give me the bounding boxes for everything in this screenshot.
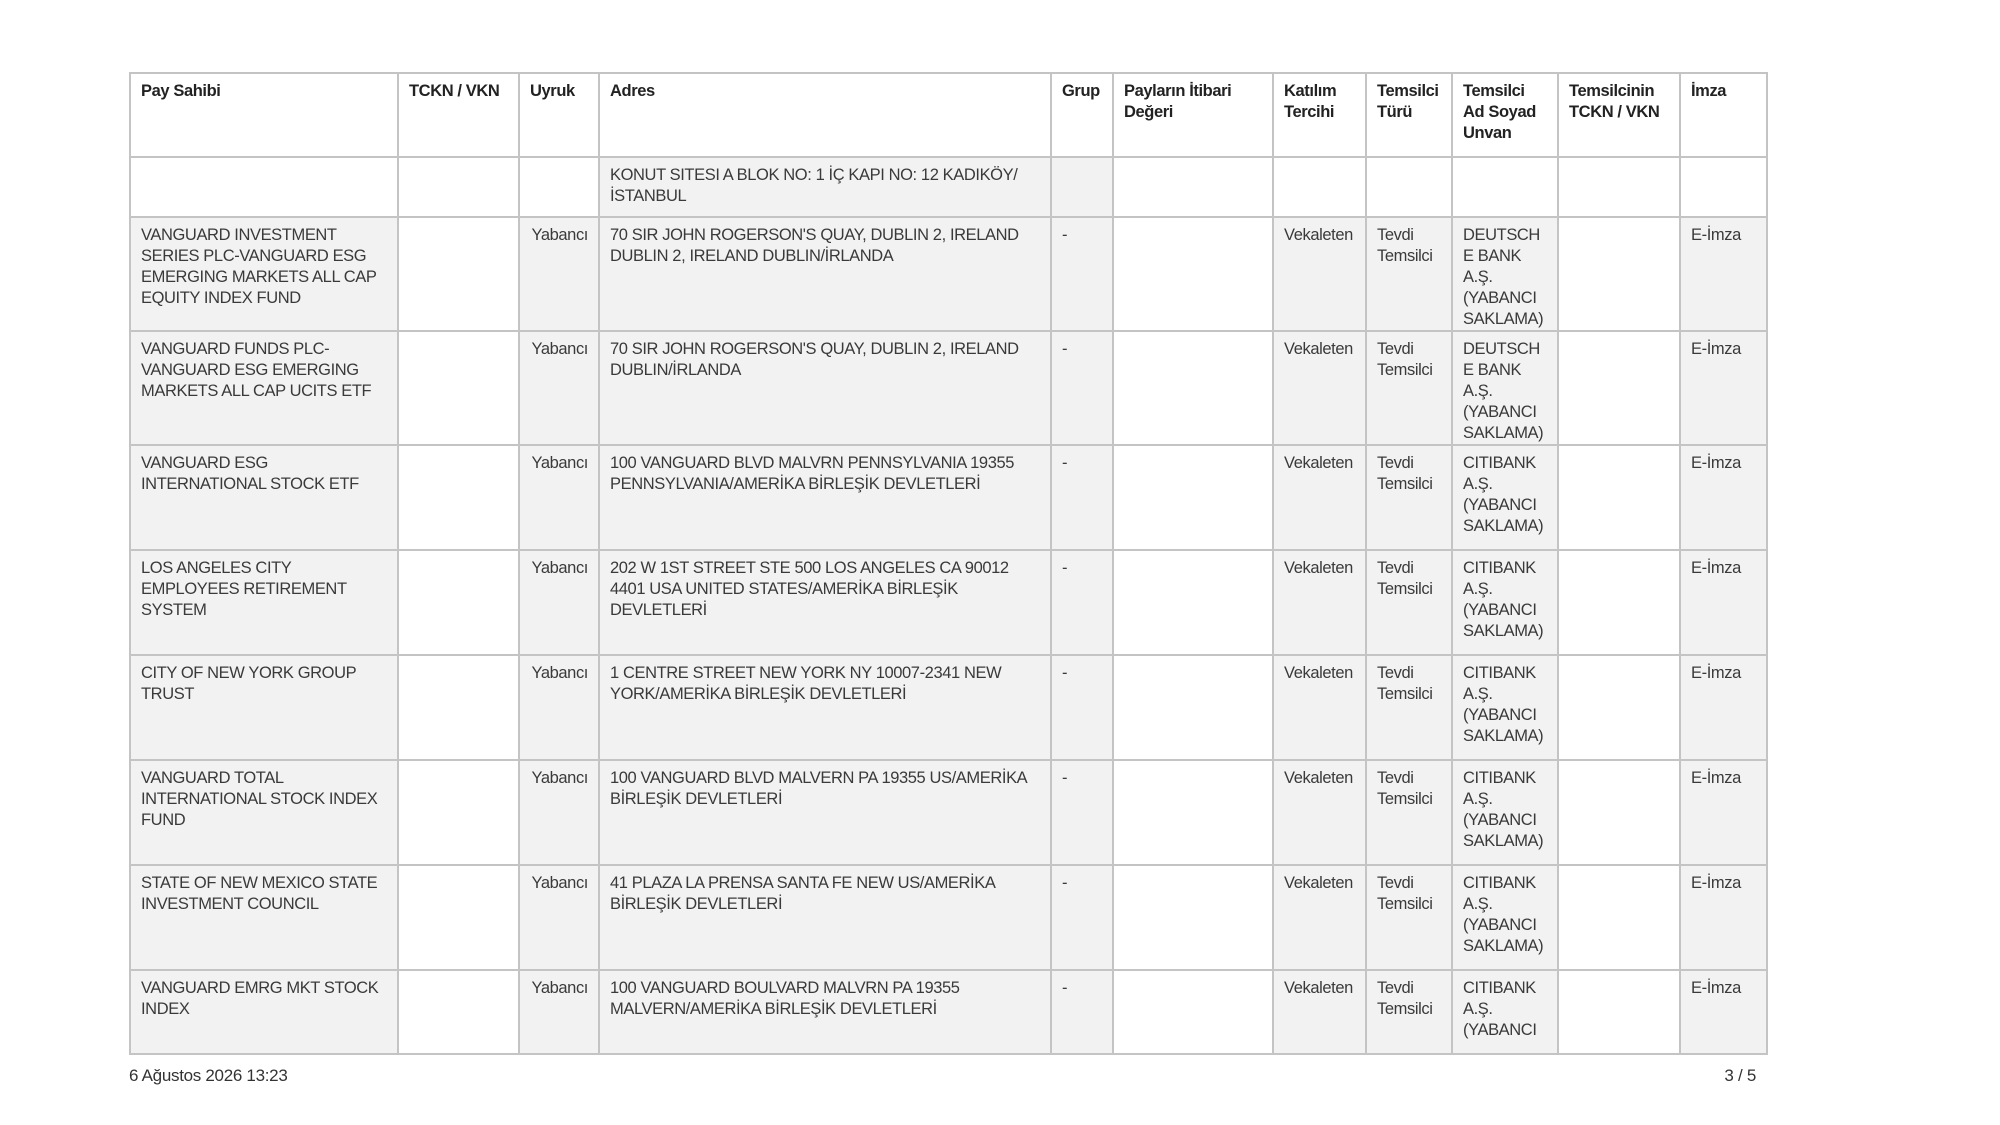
cell-rep-name: DEUTSCHE BANK A.Ş. (YABANCI SAKLAMA) [1452, 217, 1558, 331]
cell-participation: Vekaleten [1273, 217, 1366, 331]
header-pay-sahibi: Pay Sahibi [130, 73, 398, 157]
cell-tckn [398, 445, 519, 550]
cell-participation: Vekaleten [1273, 970, 1366, 1054]
cell-rep-tckn [1558, 217, 1680, 331]
table-row [130, 655, 1767, 760]
cell-tckn [398, 760, 519, 865]
cell-rep-name: CITIBANK A.Ş. (YABANCI SAKLAMA) [1452, 445, 1558, 550]
cell-nationality: Yabancı [519, 445, 599, 550]
cell-tckn [398, 865, 519, 970]
cell-address: 41 PLAZA LA PRENSA SANTA FE NEW US/AMERİKA BİRLEŞİK DEVLETLERİ [599, 865, 1051, 970]
cell-nationality [519, 157, 599, 217]
cell-holder: VANGUARD FUNDS PLC-VANGUARD ESG EMERGING MARKETS ALL CAP UCITS ETF [130, 331, 398, 445]
footer-date: 6 Ağustos 2026 13:23 [129, 1066, 288, 1085]
cell-nationality: Yabancı [519, 331, 599, 445]
cell-nominal-value [1113, 655, 1273, 760]
cell-nationality: Yabancı [519, 970, 599, 1054]
cell-signature: E-İmza [1680, 331, 1767, 445]
cell-rep-tckn [1558, 157, 1680, 217]
cell-holder: VANGUARD INVESTMENT SERIES PLC-VANGUARD ESG EMERGING MARKETS ALL CAP EQUITY INDEX FUND [130, 217, 398, 331]
cell-rep-name: CITIBANK A.Ş. (YABANCI SAKLAMA) [1452, 865, 1558, 970]
header-temsilci-turu: Temsilci Türü [1366, 73, 1452, 157]
cell-holder: CITY OF NEW YORK GROUP TRUST [130, 655, 398, 760]
cell-nominal-value [1113, 760, 1273, 865]
cell-rep-name: DEUTSCHE BANK A.Ş. (YABANCI SAKLAMA) [1452, 331, 1558, 445]
cell-group: - [1051, 970, 1113, 1054]
cell-rep-type [1366, 157, 1452, 217]
cell-rep-tckn [1558, 970, 1680, 1054]
cell-nationality: Yabancı [519, 865, 599, 970]
cell-signature: E-İmza [1680, 445, 1767, 550]
cell-signature: E-İmza [1680, 217, 1767, 331]
cell-rep-name: CITIBANK A.Ş. (YABANCI [1452, 970, 1558, 1054]
cell-group: - [1051, 865, 1113, 970]
header-temsilci-unvan: Temsilci Ad Soyad Unvan [1452, 73, 1558, 157]
table-row [130, 760, 1767, 865]
cell-signature: E-İmza [1680, 550, 1767, 655]
cell-address: 70 SIR JOHN ROGERSON'S QUAY, DUBLIN 2, IRELAND DUBLIN 2, IRELAND DUBLIN/İRLANDA [599, 217, 1051, 331]
cell-rep-type: Tevdi Temsilci [1366, 655, 1452, 760]
cell-group: - [1051, 445, 1113, 550]
table-row [130, 550, 1767, 655]
cell-rep-name: CITIBANK A.Ş. (YABANCI SAKLAMA) [1452, 760, 1558, 865]
cell-rep-type: Tevdi Temsilci [1366, 970, 1452, 1054]
table-row [130, 331, 1767, 445]
cell-rep-type: Tevdi Temsilci [1366, 445, 1452, 550]
cell-tckn [398, 655, 519, 760]
cell-signature: E-İmza [1680, 655, 1767, 760]
header-katilim-tercihi: Katılım Tercihi [1273, 73, 1366, 157]
cell-tckn [398, 217, 519, 331]
header-uyruk: Uyruk [519, 73, 599, 157]
cell-address: 100 VANGUARD BLVD MALVERN PA 19355 US/AMERİKA BİRLEŞİK DEVLETLERİ [599, 760, 1051, 865]
header-adres: Adres [599, 73, 1051, 157]
header-tckn-vkn: TCKN / VKN [398, 73, 519, 157]
header-itibari-deger: Payların İtibari Değeri [1113, 73, 1273, 157]
cell-nominal-value [1113, 217, 1273, 331]
cell-signature [1680, 157, 1767, 217]
table-row [130, 445, 1767, 550]
footer-page-number: 3 / 5 [1724, 1066, 1756, 1085]
cell-group: - [1051, 331, 1113, 445]
cell-rep-name [1452, 157, 1558, 217]
cell-rep-type: Tevdi Temsilci [1366, 760, 1452, 865]
header-imza: İmza [1680, 73, 1767, 157]
table-header-row [130, 73, 1767, 157]
cell-rep-tckn [1558, 445, 1680, 550]
cell-group [1051, 157, 1113, 217]
cell-signature: E-İmza [1680, 760, 1767, 865]
cell-group: - [1051, 760, 1113, 865]
cell-rep-tckn [1558, 655, 1680, 760]
header-temsilci-tckn: Temsilcinin TCKN / VKN [1558, 73, 1680, 157]
cell-participation: Vekaleten [1273, 760, 1366, 865]
cell-group: - [1051, 550, 1113, 655]
cell-address: 202 W 1ST STREET STE 500 LOS ANGELES CA 90012 4401 USA UNITED STATES/AMERİKA BİRLEŞİK DEVLETLERİ [599, 550, 1051, 655]
cell-participation: Vekaleten [1273, 550, 1366, 655]
cell-tckn [398, 331, 519, 445]
cell-rep-type: Tevdi Temsilci [1366, 865, 1452, 970]
cell-participation: Vekaleten [1273, 445, 1366, 550]
cell-address: 1 CENTRE STREET NEW YORK NY 10007-2341 NEW YORK/AMERİKA BİRLEŞİK DEVLETLERİ [599, 655, 1051, 760]
cell-rep-tckn [1558, 760, 1680, 865]
cell-holder: VANGUARD EMRG MKT STOCK INDEX [130, 970, 398, 1054]
cell-rep-name: CITIBANK A.Ş. (YABANCI SAKLAMA) [1452, 655, 1558, 760]
cell-rep-type: Tevdi Temsilci [1366, 331, 1452, 445]
cell-signature: E-İmza [1680, 970, 1767, 1054]
cell-rep-name: CITIBANK A.Ş. (YABANCI SAKLAMA) [1452, 550, 1558, 655]
cell-holder: STATE OF NEW MEXICO STATE INVESTMENT COUNCIL [130, 865, 398, 970]
cell-nominal-value [1113, 445, 1273, 550]
cell-participation [1273, 157, 1366, 217]
cell-tckn [398, 550, 519, 655]
cell-nominal-value [1113, 331, 1273, 445]
cell-group: - [1051, 655, 1113, 760]
cell-group: - [1051, 217, 1113, 331]
cell-rep-tckn [1558, 865, 1680, 970]
cell-nationality: Yabancı [519, 217, 599, 331]
cell-nominal-value [1113, 157, 1273, 217]
cell-nominal-value [1113, 865, 1273, 970]
cell-holder: VANGUARD TOTAL INTERNATIONAL STOCK INDEX FUND [130, 760, 398, 865]
cell-participation: Vekaleten [1273, 331, 1366, 445]
cell-rep-tckn [1558, 331, 1680, 445]
cell-address: KONUT SITESI A BLOK NO: 1 İÇ KAPI NO: 12 KADIKÖY/İSTANBUL [599, 157, 1051, 217]
header-grup: Grup [1051, 73, 1113, 157]
cell-nominal-value [1113, 970, 1273, 1054]
cell-holder: VANGUARD ESG INTERNATIONAL STOCK ETF [130, 445, 398, 550]
cell-rep-type: Tevdi Temsilci [1366, 550, 1452, 655]
cell-holder [130, 157, 398, 217]
cell-holder: LOS ANGELES CITY EMPLOYEES RETIREMENT SYSTEM [130, 550, 398, 655]
table-row [130, 865, 1767, 970]
cell-rep-tckn [1558, 550, 1680, 655]
table-row [130, 217, 1767, 331]
cell-signature: E-İmza [1680, 865, 1767, 970]
shareholder-table [129, 72, 1768, 1055]
cell-nationality: Yabancı [519, 550, 599, 655]
cell-tckn [398, 157, 519, 217]
cell-address: 100 VANGUARD BOULVARD MALVRN PA 19355 MALVERN/AMERİKA BİRLEŞİK DEVLETLERİ [599, 970, 1051, 1054]
cell-address: 100 VANGUARD BLVD MALVRN PENNSYLVANIA 19355 PENNSYLVANIA/AMERİKA BİRLEŞİK DEVLETLERİ [599, 445, 1051, 550]
cell-rep-type: Tevdi Temsilci [1366, 217, 1452, 331]
cell-tckn [398, 970, 519, 1054]
table-row [130, 157, 1767, 217]
table-row [130, 970, 1767, 1054]
cell-nationality: Yabancı [519, 655, 599, 760]
cell-participation: Vekaleten [1273, 655, 1366, 760]
cell-nominal-value [1113, 550, 1273, 655]
cell-address: 70 SIR JOHN ROGERSON'S QUAY, DUBLIN 2, IRELAND DUBLIN/İRLANDA [599, 331, 1051, 445]
cell-nationality: Yabancı [519, 760, 599, 865]
cell-participation: Vekaleten [1273, 865, 1366, 970]
